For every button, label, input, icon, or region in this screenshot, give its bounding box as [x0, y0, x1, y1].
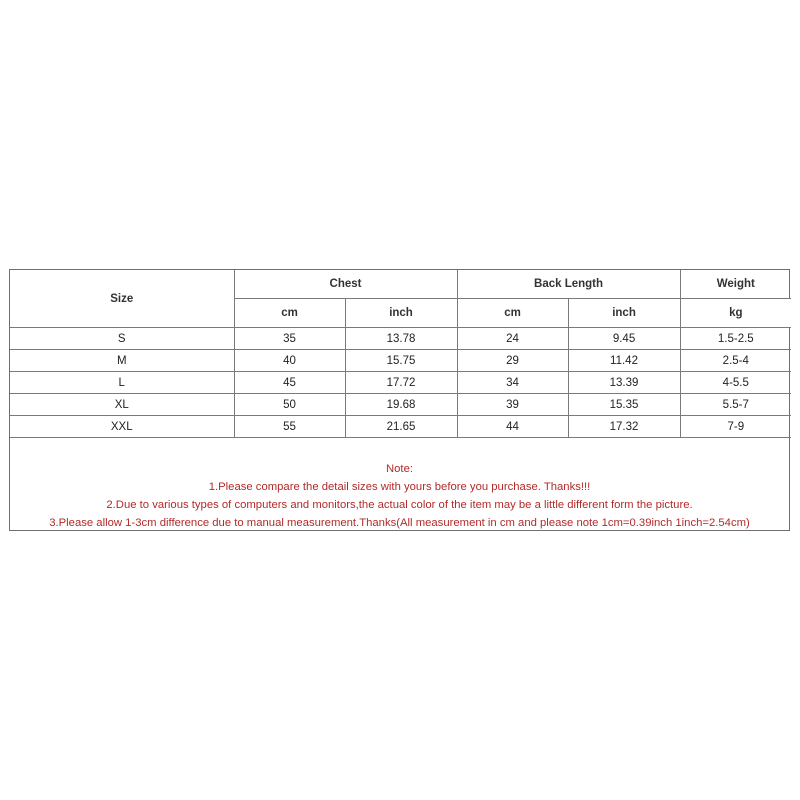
notes-section	[10, 460, 789, 532]
table-row	[10, 372, 791, 394]
cell-chest-cm: 45	[234, 372, 345, 394]
table-row	[10, 394, 791, 416]
size-table	[10, 270, 791, 438]
notes-title: Note:	[385, 463, 413, 475]
cell-chest-inch: 15.75	[345, 350, 457, 372]
column-group-weight: Weight	[680, 270, 791, 299]
cell-back-cm: 39	[457, 394, 568, 416]
table-row	[10, 328, 791, 350]
cell-size: XXL	[10, 416, 234, 438]
cell-size: S	[10, 328, 234, 350]
unit-chest-inch: inch	[345, 299, 457, 328]
note-line-3: 3.Please allow 1-3cm difference due to manual measurement.Thanks(All measurement in cm and please note 1cm=0.39inch 1inch=2.54cm)	[49, 517, 750, 529]
cell-back-inch: 9.45	[568, 328, 680, 350]
cell-back-inch: 17.32	[568, 416, 680, 438]
cell-size: M	[10, 350, 234, 372]
column-header-size: Size	[10, 270, 234, 328]
table-header-row-groups	[10, 270, 791, 299]
cell-chest-cm: 50	[234, 394, 345, 416]
size-chart	[9, 269, 790, 531]
cell-back-cm: 34	[457, 372, 568, 394]
cell-size: XL	[10, 394, 234, 416]
cell-weight: 4-5.5	[680, 372, 791, 394]
unit-back-cm: cm	[457, 299, 568, 328]
column-group-back-length: Back Length	[457, 270, 680, 299]
cell-chest-inch: 21.65	[345, 416, 457, 438]
cell-weight: 5.5-7	[680, 394, 791, 416]
table-row	[10, 350, 791, 372]
table-row	[10, 416, 791, 438]
unit-weight-kg: kg	[680, 299, 791, 328]
note-line-1: 1.Please compare the detail sizes with yours before you purchase. Thanks!!!	[208, 481, 591, 493]
cell-chest-cm: 40	[234, 350, 345, 372]
cell-back-inch: 13.39	[568, 372, 680, 394]
cell-back-cm: 29	[457, 350, 568, 372]
cell-weight: 1.5-2.5	[680, 328, 791, 350]
unit-chest-cm: cm	[234, 299, 345, 328]
cell-chest-inch: 19.68	[345, 394, 457, 416]
unit-back-inch: inch	[568, 299, 680, 328]
cell-weight: 2.5-4	[680, 350, 791, 372]
cell-back-inch: 15.35	[568, 394, 680, 416]
cell-chest-cm: 35	[234, 328, 345, 350]
cell-chest-inch: 13.78	[345, 328, 457, 350]
cell-back-cm: 44	[457, 416, 568, 438]
cell-chest-inch: 17.72	[345, 372, 457, 394]
note-line-2: 2.Due to various types of computers and monitors,the actual color of the item may be a little different form the picture.	[106, 499, 693, 511]
cell-back-inch: 11.42	[568, 350, 680, 372]
cell-size: L	[10, 372, 234, 394]
column-group-chest: Chest	[234, 270, 457, 299]
cell-chest-cm: 55	[234, 416, 345, 438]
cell-back-cm: 24	[457, 328, 568, 350]
cell-weight: 7-9	[680, 416, 791, 438]
